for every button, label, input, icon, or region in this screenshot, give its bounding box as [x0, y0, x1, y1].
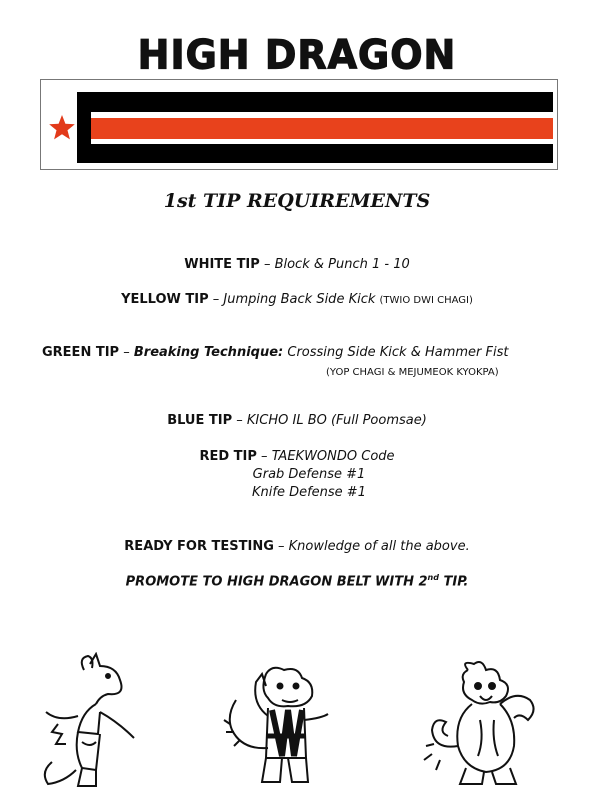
- separator-dash: –: [278, 539, 285, 554]
- promote-superscript: nd: [427, 573, 439, 582]
- yellow-tip-korean-term: (TWIO DWI CHAGI): [379, 295, 473, 306]
- green-tip-korean-term: (YOP CHAGI & MEJUMEOK KYOKPA): [326, 367, 499, 378]
- red-tip-row: [0, 449, 594, 464]
- belt-red-stripe: [91, 118, 553, 139]
- yellow-tip-requirement: Jumping Back Side Kick: [223, 292, 376, 307]
- promote-suffix: TIP.: [438, 574, 469, 590]
- separator-dash: –: [236, 413, 243, 428]
- red-tip-requirement-2: Grab Defense #1: [252, 467, 366, 482]
- separator-dash: –: [263, 257, 271, 272]
- ready-requirement: Knowledge of all the above.: [288, 539, 470, 554]
- dragon-right-illustration: [420, 660, 550, 790]
- red-tip-label: RED TIP: [199, 449, 257, 464]
- green-tip-row: [42, 345, 509, 360]
- ready-row: [0, 539, 594, 554]
- dragon-center-illustration: [222, 660, 342, 792]
- green-tip-requirement: Crossing Side Kick & Hammer Fist: [287, 345, 509, 360]
- red-tip-requirement-3: Knife Defense #1: [252, 485, 366, 500]
- belt-graphic: [40, 79, 558, 170]
- page-title: HIGH DRAGON: [137, 31, 457, 79]
- requirements-heading: 1st TIP REQUIREMENTS: [163, 190, 431, 212]
- dragon-left-illustration: [38, 652, 148, 792]
- ready-label: READY FOR TESTING: [124, 539, 274, 554]
- green-tip-note-row: [326, 364, 499, 379]
- blue-tip-label: BLUE TIP: [167, 413, 233, 428]
- red-tip-row-3: [12, 485, 594, 500]
- red-tip-requirement-1: TAEKWONDO Code: [271, 449, 395, 464]
- belt-vertical-bar: [77, 92, 91, 163]
- white-tip-label: WHITE TIP: [184, 257, 260, 272]
- red-tip-row-2: [12, 467, 594, 482]
- belt-top-black-stripe: [91, 92, 553, 112]
- separator-dash: –: [261, 449, 268, 464]
- promote-line: [0, 573, 594, 589]
- yellow-tip-label: YELLOW TIP: [121, 292, 209, 307]
- yellow-tip-row: [0, 292, 594, 307]
- green-tip-emphasis: Breaking Technique:: [133, 345, 284, 360]
- star-icon: [49, 115, 75, 139]
- blue-tip-row: [0, 413, 594, 428]
- promote-text: PROMOTE TO HIGH DRAGON BELT WITH 2: [125, 574, 428, 590]
- belt-stripes: [41, 80, 557, 169]
- separator-dash: –: [123, 345, 130, 360]
- blue-tip-requirement: KICHO IL BO (Full Poomsae): [246, 413, 427, 428]
- white-tip-requirement: Block & Punch 1 - 10: [274, 257, 410, 272]
- separator-dash: –: [212, 292, 220, 307]
- belt-bottom-black-stripe: [91, 144, 553, 163]
- white-tip-row: [0, 257, 594, 272]
- green-tip-label: GREEN TIP: [42, 345, 120, 360]
